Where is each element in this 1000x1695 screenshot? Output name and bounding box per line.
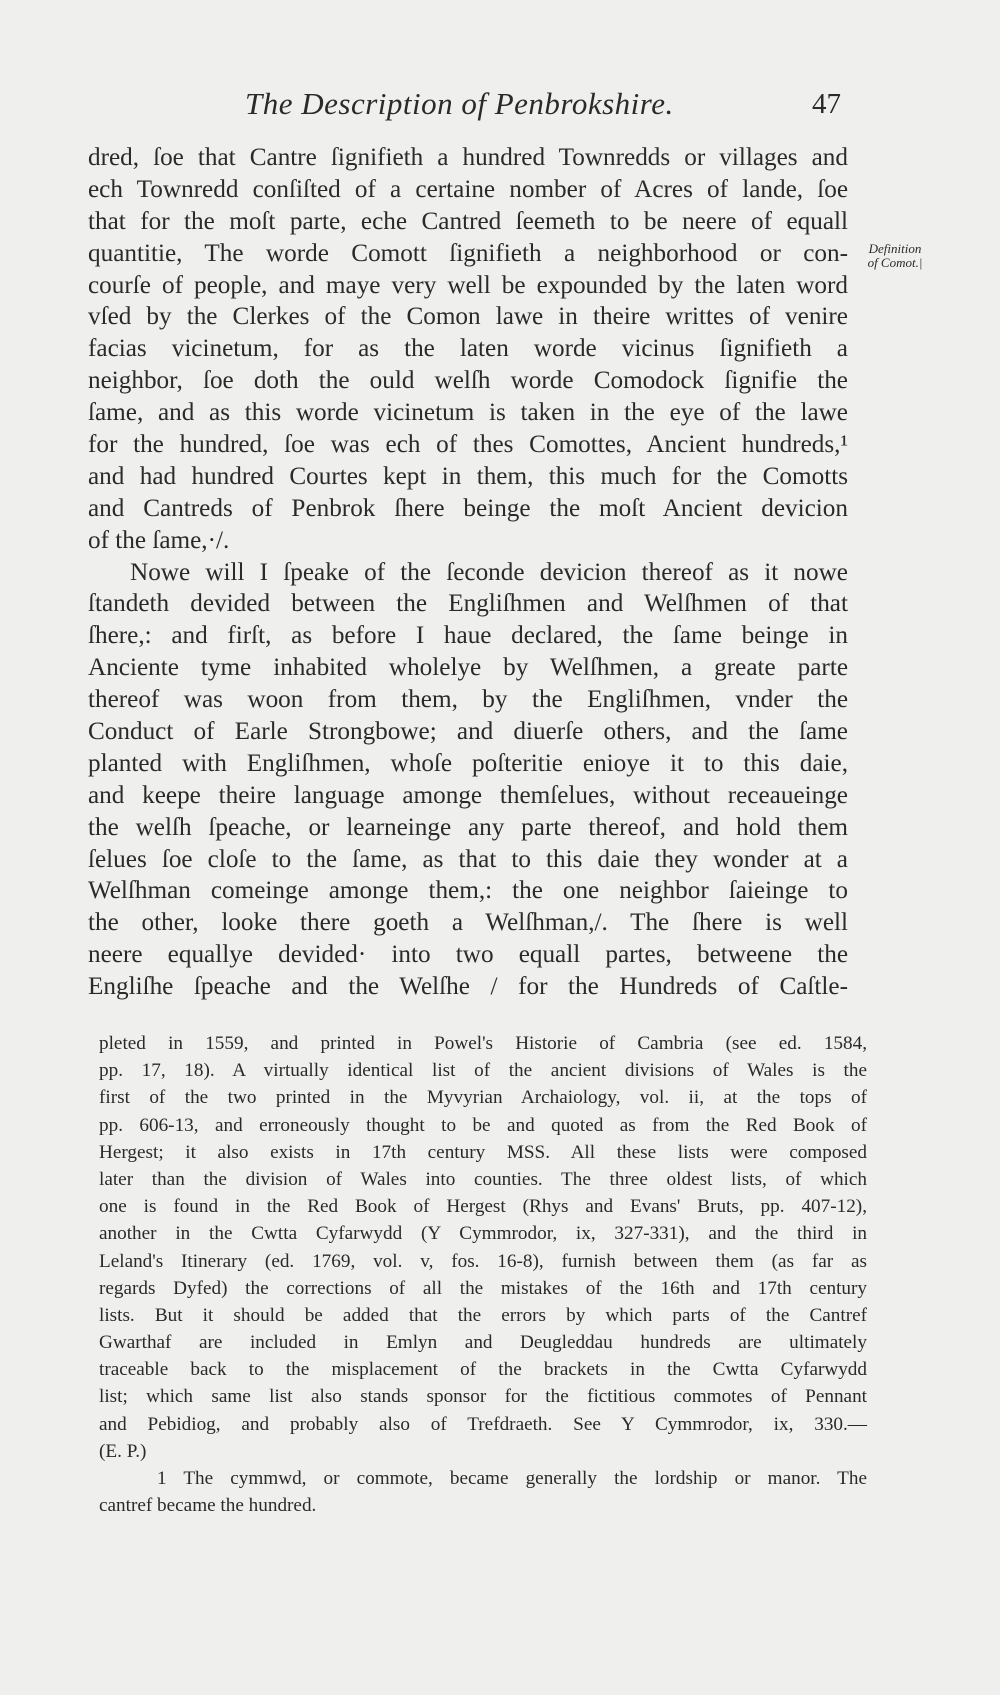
text-line: ſelues ſoe cloſe to the ſame, as that to this daie they wonder at a [88,845,848,873]
text-line: neighbor, ſoe doth the ould welſh worde Comodock ſignifie the [88,367,848,395]
footnote-line: and Pebidiog, and probably also of Trefdraeth. See Y Cymmrodor, ix, 330.— [99,1413,867,1435]
footnote-line: list; which same list also stands sponsor for the fictitious commotes of Pennant [99,1386,867,1408]
text-line: Engliſhe ſpeache and the Welſhe / for the Hundreds of Caſtle- [88,973,848,1001]
text-line: ſtandeth devided between the Engliſhmen and Welſhmen of that [88,590,848,618]
footnote-line: 1 The cymmwd, or commote, became generally the lordship or manor. The [157,1468,867,1489]
footnote-line: cantref became the hundred. [99,1495,317,1517]
footnote-line: (E. P.) [99,1440,147,1462]
main-text [88,142,848,1003]
text-line: and Cantreds of Penbrok ſhere beinge the moſt Ancient devicion [88,494,848,522]
margin-note-line: Definition [868,241,922,256]
footnote-line: Gwarthaf are included in Emlyn and Deugleddau hundreds are ultimately [99,1332,867,1354]
footnote-line: pleted in 1559, and printed in Powel's Historie of Cambria (see ed. 1584, [99,1033,867,1054]
running-head [0,86,1000,130]
page-number: 47 [812,88,841,120]
footnote-line: pp. 606-13, and erroneously thought to be and quoted as from the Red Book of [99,1114,867,1136]
footnote-line: later than the division of Wales into counties. The three oldest lists, of which [99,1168,867,1190]
text-line: vſed by the Clerkes of the Comon lawe in theire writtes of venire [88,303,848,331]
text-line: ech Townredd conſiſted of a certaine nomber of Acres of lande, ſoe [88,175,848,203]
footnote-line: regards Dyfed) the corrections of all the mistakes of the 16th and 17th century [99,1277,867,1299]
text-line: Conduct of Earle Strongbowe; and diuerſe others, and the ſame [88,718,848,746]
footnote-line: Leland's Itinerary (ed. 1769, vol. v, fos. 16-8), furnish between them (as far as [99,1250,867,1272]
footnote-line: traceable back to the misplacement of the brackets in the Cwtta Cyfarwydd [99,1359,867,1381]
footnote-line: first of the two printed in the Myvyrian Archaiology, vol. ii, at the tops of [99,1087,867,1109]
text-line: Anciente tyme inhabited wholelye by Welſhmen, a greate parte [88,654,848,682]
text-line: Welſhman comeinge amonge them,: the one neighbor ſaieinge to [88,877,848,905]
text-line: courſe of people, and maye very well be expounded by the laten word [88,271,848,299]
text-line: the welſh ſpeache, or learneinge any parte thereof, and hold them [88,813,848,841]
text-line: and keepe theire language amonge themſelues, without receaueinge [88,781,848,809]
text-line: neere equallye devided· into two equall partes, betweene the [88,941,848,969]
text-line: that for the moſt parte, eche Cantred ſeemeth to be neere of equall [88,207,848,235]
text-line: quantitie, The worde Comott ſignifieth a neighborhood or con- [88,239,848,267]
text-line: and had hundred Courtes kept in them, this much for the Comotts [88,462,848,490]
text-line: ſame, and as this worde vicinetum is taken in the eye of the lawe [88,399,848,427]
text-line: dred, ſoe that Cantre ſignifieth a hundred Townredds or villages and [88,144,848,171]
running-title: The Description of Penbrokshire. [245,86,674,121]
footnote-line: Hergest; it also exists in 17th century MSS. All these lists were composed [99,1141,867,1163]
text-line: thereof was woon from them, by the Engliſhmen, vnder the [88,686,848,714]
text-line: facias vicinetum, for as the laten worde vicinus ſignifieth a [88,335,848,363]
margin-note-line: of Comot.| [867,255,923,270]
footnote-line: pp. 17, 18). A virtually identical list of the ancient divisions of Wales is the [99,1060,867,1082]
text-line: Nowe will I ſpeake of the ſeconde devicion thereof as it nowe [130,558,848,586]
text-line: for the hundred, ſoe was ech of thes Comottes, Ancient hundreds,¹ [88,431,848,459]
footnote-line: another in the Cwtta Cyfarwydd (Y Cymmrodor, ix, 327-331), and the third in [99,1223,867,1245]
text-line: of the ſame,·/. [88,526,230,554]
text-line: the other, looke there goeth a Welſhman,/. The ſhere is well [88,909,848,937]
text-line: planted with Engliſhmen, whoſe poſteritie enioye it to this daie, [88,749,848,777]
text-line: ſhere,: and firſt, as before I haue declared, the ſame beinge in [88,622,848,650]
footnote-line: lists. But it should be added that the errors by which parts of the Cantref [99,1304,867,1326]
footnote-line: one is found in the Red Book of Hergest (Rhys and Evans' Bruts, pp. 407-12), [99,1196,867,1218]
margin-note [850,242,940,270]
footnotes [99,1030,867,1519]
